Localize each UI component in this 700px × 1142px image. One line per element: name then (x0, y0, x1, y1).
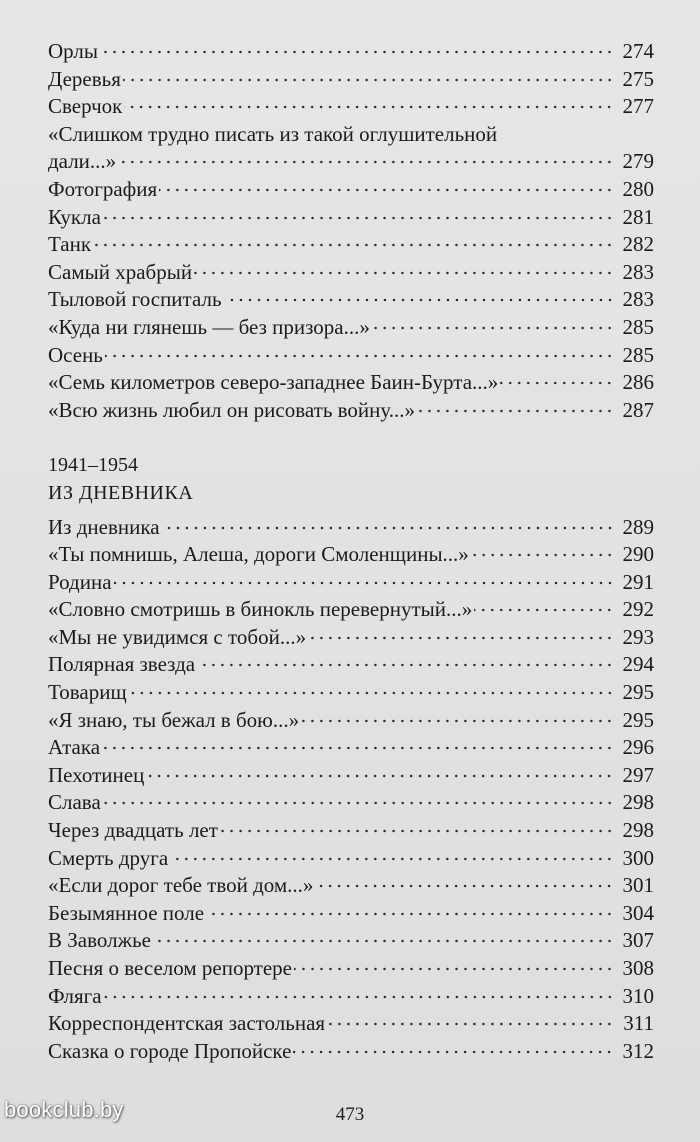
spacer (48, 424, 654, 452)
toc-entry-page: 300 (622, 845, 654, 870)
leader-dots (293, 1050, 614, 1054)
toc-entry-title: Самый храбрый (48, 259, 193, 284)
toc-entry-title: Сверчок (48, 94, 123, 119)
leader-dots (315, 884, 614, 888)
toc-entry (48, 93, 654, 121)
toc-entry-title: Корреспондентская застольная (48, 1011, 326, 1036)
toc-entry (48, 514, 654, 542)
toc-entry-title: Фляга (48, 983, 102, 1008)
toc-entry (48, 900, 654, 928)
toc-entry-title: Смерть друга (48, 845, 169, 870)
toc-entry-title: «Если дорог тебе твой дом...» (48, 873, 314, 898)
toc-entry-page: 274 (622, 39, 654, 63)
toc-entry-page: 308 (622, 956, 654, 980)
toc-entry-page: 289 (622, 514, 654, 539)
leader-dots (308, 636, 614, 640)
toc-entry-page: 304 (622, 900, 654, 925)
toc-entry-page: 296 (622, 735, 654, 760)
toc-entry-title: Деревья (48, 66, 121, 91)
toc-entry (48, 789, 654, 817)
leader-dots (162, 526, 614, 530)
section-heading: ИЗ ДНЕВНИКА (48, 481, 194, 504)
toc-entry-title: Осень (48, 342, 103, 367)
leader-dots (146, 774, 614, 778)
toc-entry-page: 294 (622, 652, 654, 677)
leader-dots (124, 105, 614, 109)
leader-dots (294, 967, 614, 971)
toc-entry-title: «Всю жизнь любил он рисовать войну...» (48, 397, 416, 422)
toc-entry (48, 734, 654, 762)
toc-entry (48, 707, 654, 735)
toc-entry-page: 275 (622, 66, 654, 91)
toc-entry (48, 845, 654, 873)
toc-entry (48, 286, 654, 314)
leader-dots (224, 298, 614, 302)
leader-dots (118, 160, 614, 164)
toc-entry (48, 231, 654, 259)
toc-entry (48, 369, 654, 397)
toc-entry-first-line (48, 121, 654, 149)
toc-entry (48, 817, 654, 845)
leader-dots (103, 801, 614, 805)
toc-entry (48, 66, 654, 94)
toc-entry-page: 311 (623, 1011, 654, 1036)
toc-entry (48, 983, 654, 1011)
toc-entry (48, 955, 654, 983)
toc-entry-page: 291 (622, 569, 654, 594)
toc-entry-page: 281 (622, 204, 654, 229)
leader-dots (153, 939, 614, 943)
leader-dots (170, 857, 614, 861)
toc-entry-title: «Семь километров северо-западнее Баин-Бурта...» (48, 370, 499, 395)
toc-entry-title: Товарищ (48, 680, 127, 705)
toc-entry-page: 301 (622, 873, 654, 898)
toc-entry (48, 569, 654, 597)
toc-entry-title: «Словно смотришь в бинокль перевернутый...» (48, 597, 473, 622)
toc-entry-page: 285 (622, 314, 654, 339)
leader-dots (100, 50, 614, 54)
toc-entry-title: Полярная звезда (48, 652, 196, 677)
toc-entry-page: 307 (622, 928, 654, 953)
toc-entry-page: 277 (622, 94, 654, 119)
toc-entry-title: «Куда ни глянешь — без призора...» (48, 314, 370, 339)
toc-entry-title: Танк (48, 232, 92, 257)
leader-dots (474, 608, 614, 612)
watermark: bookclub.by (4, 1097, 124, 1122)
leader-dots (372, 326, 614, 330)
leader-dots (197, 663, 614, 667)
toc-entry-page: 285 (622, 342, 654, 367)
toc-entry (48, 624, 654, 652)
leader-dots (159, 188, 614, 192)
toc-entry-title: Тыловой госпиталь (48, 287, 222, 312)
toc-entry-title: «Мы не увидимся с тобой...» (48, 624, 307, 649)
toc-entry-page: 283 (622, 259, 654, 284)
toc-entry (48, 397, 654, 425)
toc-entry-title: Безымянное поле (48, 900, 205, 925)
toc-entry-page: 292 (622, 597, 654, 622)
toc-entry-page: 282 (622, 232, 654, 257)
toc-entry (48, 1038, 654, 1066)
toc-entry-page: 290 (622, 542, 654, 567)
toc-entry-title: В Заволжье (48, 928, 151, 953)
leader-dots (114, 581, 614, 585)
leader-dots (417, 409, 614, 413)
table-of-contents (48, 38, 654, 1065)
toc-entry-title: Атака (48, 735, 101, 760)
toc-entry-title: Родина (48, 569, 112, 594)
leader-dots (102, 746, 614, 750)
toc-entry-title-line1: «Слишком трудно писать из такой оглушительной (48, 121, 498, 146)
toc-entry-title: «Ты помнишь, Алеша, дороги Смоленщины...» (48, 542, 469, 567)
toc-entry (48, 259, 654, 287)
leader-dots (500, 381, 614, 385)
leader-dots (471, 553, 614, 557)
page-number: 473 (335, 1104, 365, 1125)
leader-dots (93, 243, 614, 247)
toc-entry (48, 342, 654, 370)
toc-entry (48, 651, 654, 679)
toc-entry-title: Кукла (48, 204, 101, 229)
toc-entry-title: Орлы (48, 39, 98, 63)
toc-entry-title: Слава (48, 790, 101, 815)
toc-entry-title: Пехотинец (48, 762, 145, 787)
toc-entry (48, 679, 654, 707)
toc-entry-title: Сказка о городе Пропойске (48, 1038, 292, 1063)
toc-entry-page: 287 (622, 397, 654, 422)
toc-entry-title: Из дневника (48, 514, 160, 539)
toc-entry (48, 176, 654, 204)
toc-entry-page: 298 (622, 790, 654, 815)
toc-entry-page: 283 (622, 287, 654, 312)
toc-entry-title: дали...» (48, 149, 117, 174)
leader-dots (220, 829, 614, 833)
leader-dots (105, 354, 614, 358)
leader-dots (103, 216, 614, 220)
toc-entry-page: 312 (622, 1038, 654, 1063)
leader-dots (123, 78, 614, 82)
toc-entry-title: Песня о веселом репортере (48, 956, 292, 980)
toc-entry (48, 314, 654, 342)
toc-entry-page: 310 (622, 983, 654, 1008)
leader-dots (206, 912, 614, 916)
toc-entry-page: 295 (622, 707, 654, 732)
leader-dots (327, 1022, 614, 1026)
section-years: 1941–1954 (48, 454, 138, 477)
toc-entry (48, 872, 654, 900)
toc-entry-title: Через двадцать лет (48, 818, 218, 843)
toc-entry (48, 541, 654, 569)
leader-dots (194, 271, 614, 275)
toc-entry (48, 38, 654, 66)
toc-entry-page: 286 (622, 370, 654, 395)
leader-dots (104, 995, 614, 999)
toc-entry (48, 1010, 654, 1038)
toc-entry-page: 279 (622, 149, 654, 174)
toc-entry-title: Фотография (48, 176, 158, 201)
toc-entry (48, 596, 654, 624)
toc-entry (48, 148, 654, 176)
toc-entry-page: 298 (622, 818, 654, 843)
toc-entry (48, 204, 654, 232)
toc-entry (48, 762, 654, 790)
toc-entry (48, 927, 654, 955)
toc-entry-page: 293 (622, 624, 654, 649)
toc-entry-page: 295 (622, 680, 654, 705)
leader-dots (129, 691, 614, 695)
toc-entry-page: 280 (622, 176, 654, 201)
toc-entry-title: «Я знаю, ты бежал в бою...» (48, 707, 300, 732)
toc-entry-page: 297 (622, 762, 654, 787)
leader-dots (301, 719, 614, 723)
